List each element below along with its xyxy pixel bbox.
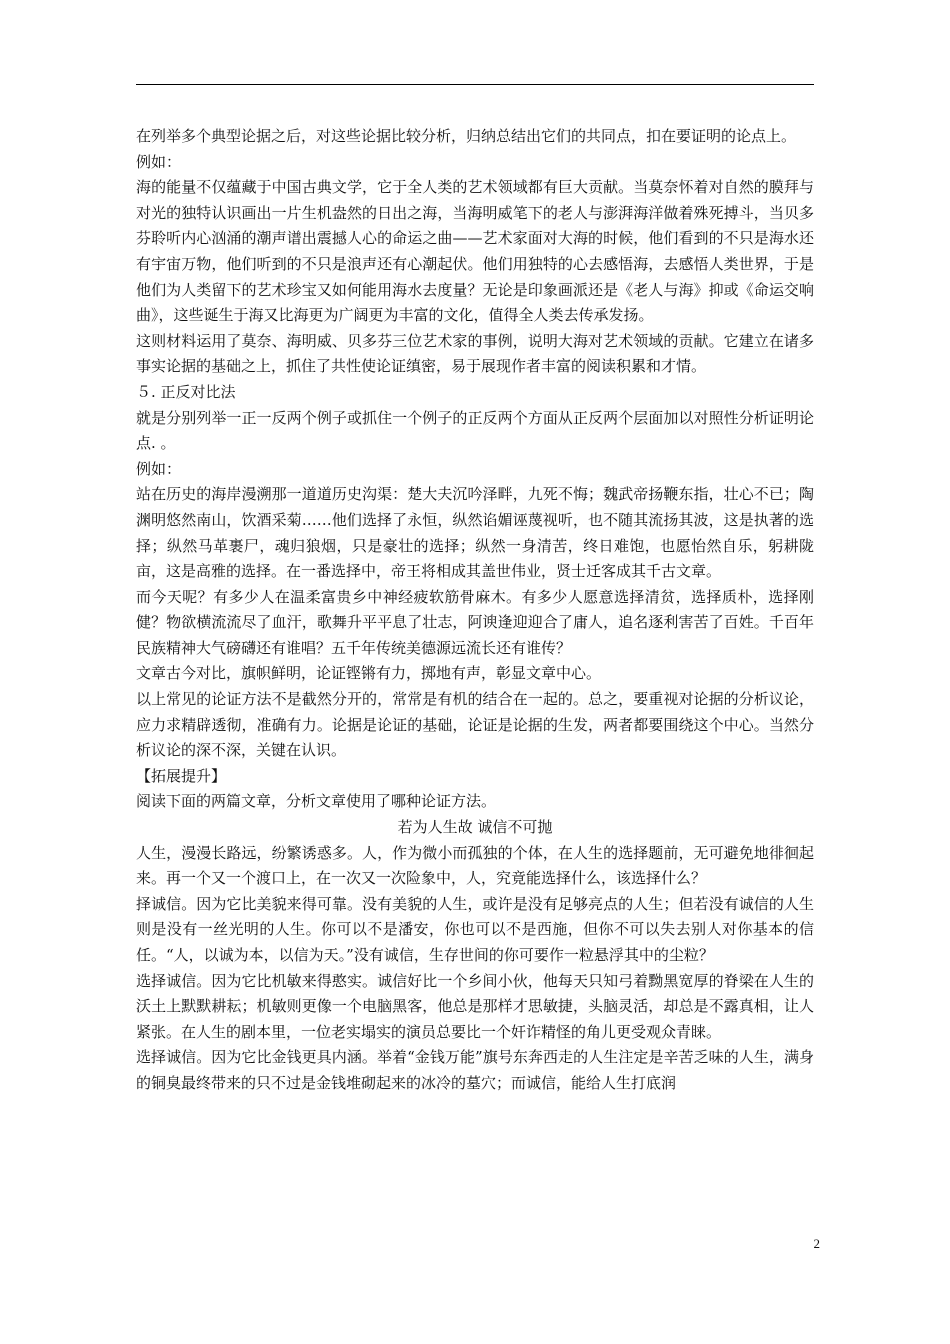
- paragraph-contrast-summary: 文章古今对比，旗帜鲜明，论证铿锵有力，掷地有声，彰显文章中心。: [136, 664, 602, 683]
- example-label: 例如：: [136, 459, 182, 478]
- paragraph-conclusion: 以上常见的论证方法不是截然分开的，常常是有机的结合在一起的。总之，要重视对论据的分析议论，应力求精辟透彻，准确有力。论据是论证的基础，论证是论据的生发，两者都要围绕这个中心。当然分析议论的深不深，关键在认识。: [136, 690, 814, 760]
- body-text: [136, 124, 814, 1097]
- section-heading-extension: 【拓展提升】: [136, 766, 227, 785]
- paragraph-today-example: 而今天呢？有多少人在温柔富贵乡中神经疲软筋骨麻木。有多少人愿意选择清贫，选择质朴，选择刚健？物欲横流流尽了血汗，歌舞升平平息了壮志，阿谀逢迎迎合了庸人，追名逐利害苦了百姓。千百年民族精神大气磅礴还有谁唱？五千年传统美德源远流长还有谁传？: [136, 587, 814, 657]
- paragraph-instruction: 阅读下面的两篇文章，分析文章使用了哪种论证方法。: [136, 792, 497, 811]
- article-paragraph: 选择诚信。因为它比机敏来得憨实。诚信好比一个乡间小伙，他每天只知弓着黝黑宽厚的脊梁在人生的沃土上默默耕耘；机敏则更像一个电脑黑客，他总是那样才思敏捷，头脑灵活，却总是不露真相，让人紧张。在人生的剧本里，一位老实塌实的演员总要比一个奸诈精怪的角儿更受观众青睐。: [136, 971, 814, 1041]
- paragraph-intro: 在列举多个典型论据之后，对这些论据比较分析，归纳总结出它们的共同点，扣在要证明的论点上。: [136, 127, 797, 145]
- page-number: 2: [813, 1236, 820, 1251]
- article-paragraph: 人生，漫漫长路远，纷繁诱惑多。人，作为微小而孤独的个体，在人生的选择题前，无可避免地徘徊起来。再一个又一个渡口上，在一次又一次险象中，人，究竟能选择什么，该选择什么？: [136, 843, 814, 888]
- article-paragraph: 选择诚信。因为它比金钱更具内涵。举着“金钱万能”旗号东奔西走的人生注定是辛苦乏味的人生，满身的铜臭最终带来的只不过是金钱堆砌起来的冰冷的墓穴；而诚信，能给人生打底润: [136, 1048, 814, 1092]
- header-rule: [136, 84, 814, 85]
- article-paragraph: 择诚信。因为它比美貌来得可靠。没有美貌的人生，或许是没有足够亮点的人生；但若没有诚信的人生则是没有一丝光明的人生。你可以不是潘安，你也可以不是西施，但你不可以失去别人对你基本的信任。“人，以诚为本，以信为天。”没有诚信，生存世间的你可要作一粒悬浮其中的尘粒？: [136, 894, 814, 964]
- paragraph-history-example: 站在历史的海岸漫溯那一道道历史沟渠：楚大夫沉吟泽畔，九死不悔；魏武帝扬鞭东指，壮心不已；陶渊明悠然南山，饮酒采菊……他们选择了永恒，纵然谄媚诬蔑视听，也不随其流扬其波，这是执著的选择；纵然马革裹尸，魂归狼烟，只是豪壮的选择；纵然一身清苦，终日难饱，也愿怡然自乐，躬耕陇亩，这是高雅的选择。在一番选择中，帝王将相成其盖世伟业，贤士迁客成其千古文章。: [136, 485, 814, 581]
- paragraph-contrast-definition: 就是分别列举一正一反两个例子或抓住一个例子的正反两个方面从正反两个层面加以对照性分析证明论点. 。: [136, 408, 814, 453]
- section-heading-contrast: ５. 正反对比法: [136, 382, 236, 401]
- paragraph-sea-example: 海的能量不仅蕴藏于中国古典文学，它于全人类的艺术领域都有巨大贡献。当莫奈怀着对自然的膜拜与对光的独特认识画出一片生机盎然的日出之海，当海明威笔下的老人与澎湃海洋做着殊死搏斗，当贝多芬聆听内心汹涌的潮声谱出震撼人心的命运之曲——艺术家面对大海的时候，他们看到的不只是海水还有宇宙万物，他们听到的不只是浪声还有心潮起伏。他们用独特的心去感悟海，去感悟人类世界，于是他们为人类留下的艺术珍宝又如何能用海水去度量？无论是印象画派还是《老人与海》抑或《命运交响曲》，这些诞生于海又比海更为广阔更为丰富的文化，值得全人类去传承发扬。: [136, 178, 814, 325]
- article-title: 若为人生故 诚信不可抛: [397, 818, 553, 837]
- example-label: 例如：: [136, 152, 182, 171]
- paragraph-analysis: 这则材料运用了莫奈、海明威、贝多芬三位艺术家的事例，说明大海对艺术领域的贡献。它建立在诸多事实论据的基础之上，抓住了共性使论证缜密，易于展现作者丰富的阅读积累和才情。: [136, 331, 814, 376]
